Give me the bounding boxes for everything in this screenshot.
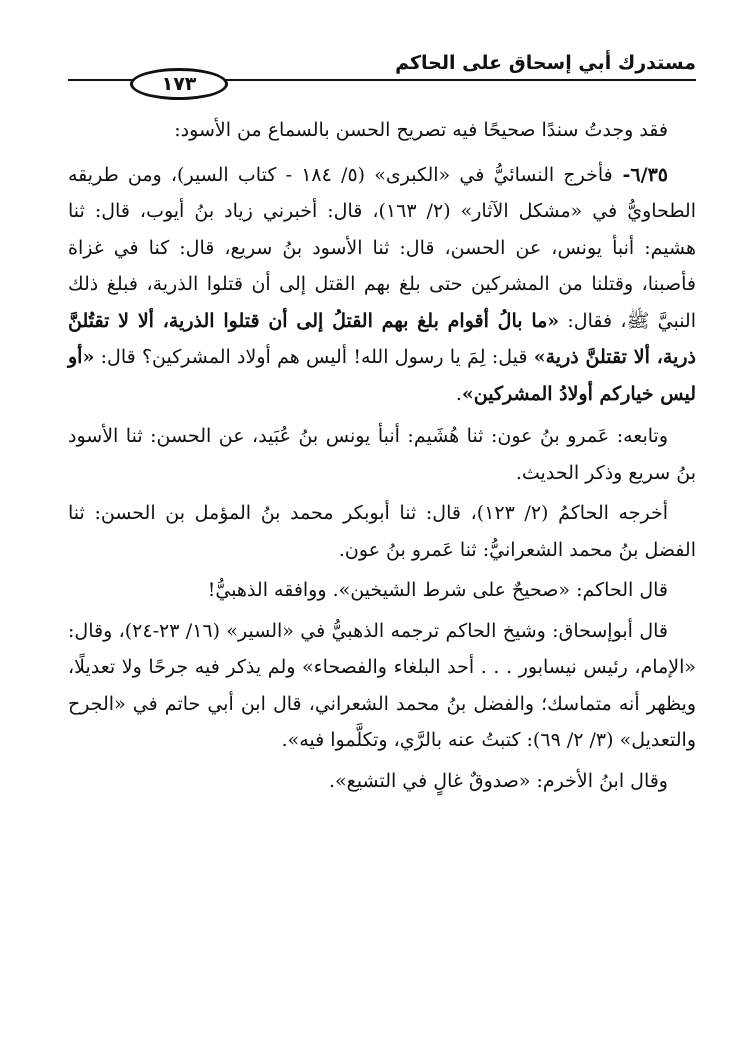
running-title: مستدرك أبي إسحاق على الحاكم	[395, 52, 696, 74]
page-header	[68, 44, 696, 100]
page-number: ١٧٣	[130, 68, 228, 100]
narration-question: قيل: لِمَ يا رسول الله! أليس هم أولاد المشركين؟ قال:	[94, 346, 534, 368]
hadith-text-1: «ما بالُ أقوام بلغ بهم القتلُ إلى أن قتلوا الذرية، ألا لا تقتُلنَّ ذرية، ألا تقتلنَّ ذرية»	[68, 309, 696, 368]
page-body	[68, 112, 696, 805]
paragraph-ibn-akhram: وقال ابنُ الأخرم: «صدوقٌ غالٍ في التشيع».	[329, 769, 668, 792]
paragraph-hadith-narration	[68, 157, 696, 413]
hadith-text-2: «أو ليس خياركم أولادُ المشركين»	[68, 346, 696, 405]
paragraph-intro: فقد وجدتُ سندًا صحيحًا فيه تصريح الحسن بالسماع من الأسود:	[174, 119, 668, 141]
narration-chain: فأخرج النسائيُّ في «الكبرى» (٥/ ١٨٤ - كتاب السير)، ومن طريقه الطحاويُّ في «مشكل الآثار» (٢/ ١٦٣)، قال: أخبرني زياد بنُ أيوب، قال: ثنا هشيم: أنبأ يونس، عن الحسن، قال: ثنا الأسود بنُ سريع، قال: كنا في غزاة فأصبنا، وقتلنا من المشركين حتى بلغ بهم القتل إلى أن قتلوا الذرية، فبلغ ذلك النبيَّ ﷺ، فقال:	[68, 163, 696, 332]
paragraph-hakim-source: أخرجه الحاكمُ (٢/ ١٢٣)، قال: ثنا أبوبكر محمد بنُ المؤمل بن الحسن: ثنا الفضل بنُ محمد الشعرانيُّ: ثنا عَمرو بنُ عون.	[68, 502, 696, 561]
paragraph-author-comment: قال أبوإسحاق: وشيخ الحاكم ترجمه الذهبيُّ في «السير» (١٦/ ٢٣-٢٤)، وقال: «الإمام، رئيس نيسابور . . . أحد البلغاء والفصحاء» ولم يذكر فيه جرحًا ولا تعديلًا، ويظهر أنه متماسك؛ والفضل بنُ محمد الشعراني، قال ابن أبي حاتم في «الجرح والتعديل» (٣/ ٢/ ٦٩): كتبتُ عنه بالرَّي، وتكلَّموا فيه».	[68, 619, 696, 751]
narration-end: .	[455, 382, 462, 405]
hadith-number: ٦/٣٥-	[612, 163, 668, 186]
paragraph-hakim-verdict: قال الحاكم: «صحيحٌ على شرط الشيخين». ووافقه الذهبيُّ!	[207, 579, 668, 601]
paragraph-corroboration: وتابعه: عَمرو بنُ عون: ثنا هُشَيم: أنبأ يونس بنُ عُبَيد، عن الحسن: ثنا الأسود بنُ سريع وذكر الحديث.	[68, 425, 696, 484]
